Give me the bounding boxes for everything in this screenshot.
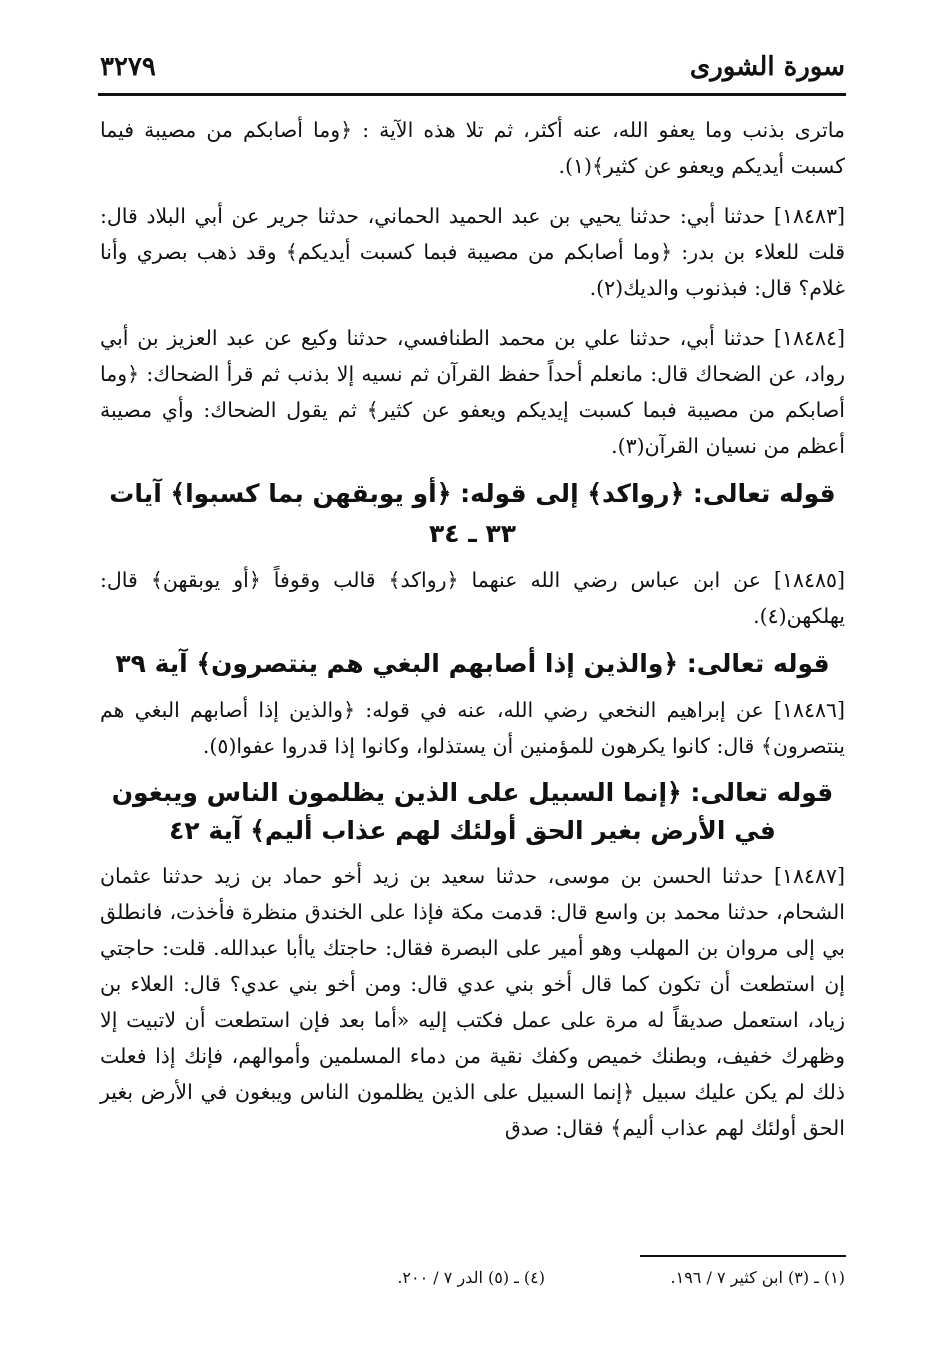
header-divider: [98, 93, 846, 96]
paragraph: ماترى بذنب وما يعفو الله، عنه أكثر، ثم تلا هذه الآية : ﴿وما أصابكم من مصيبة فيما كسبت أيديكم ويعفو عن كثير﴾(١).: [100, 118, 845, 178]
paragraph-hadith-18484: [١٨٤٨٤] حدثنا أبي، حدثنا علي بن محمد الطنافسي، حدثنا وكيع عن عبد العزيز بن أبي رواد، عن الضحاك قال: مانعلم أحداً حفظ القرآن ثم نسيه إلا بذنب ثم قرأ الضحاك: ﴿وما أصابكم من مصيبة فبما كسبت إيديكم ويعفو عن كثير﴾ ثم يقول الضحاك: وأي مصيبة أعظم من نسيان القرآن(٣).: [100, 326, 845, 458]
section-heading-verses-33-34: قوله تعالى: ﴿رواكد﴾ إلى قوله: ﴿أو يوبقهن بما كسبوا﴾ آيات ٣٣ ـ ٣٤: [109, 479, 836, 548]
page-body: [100, 112, 845, 1160]
paragraph-hadith-18486: [١٨٤٨٦] عن إبراهيم النخعي رضي الله، عنه في قوله: ﴿والذين إذا أصابهم البغي هم ينتصرون﴾ قال: كانوا يكرهون للمؤمنين أن يستذلوا، وكانوا إذا قدروا عفوا(٥).: [100, 698, 845, 758]
section-heading-verse-39: قوله تعالى: ﴿والذين إذا أصابهم البغي هم ينتصرون﴾ آية ٣٩: [115, 649, 830, 678]
page-number: ٣٢٧٩: [100, 52, 156, 82]
paragraph-hadith-18487: [١٨٤٨٧] حدثنا الحسن بن موسى، حدثنا سعيد بن زيد أخو حماد بن زيد حدثنا عثمان الشحام، حدثنا محمد بن واسع قال: قدمت مكة فإذا على الخندق منظرة فأخذت، فانطلق بي إلى مروان بن المهلب وهو أمير على البصرة فقال: حاجتك ياأبا عبدالله. قلت: حاجتي إن استطعت أن تكون كما قال أخو بني عدي قال: ومن أخو بني عدي؟ قال: العلاء بن زياد، استعمل صديقاً له مرة على عمل فكتب إليه «أما بعد فإن استطعت أن لاتبيت إلا وظهرك خفيف، وبطنك خميص وكفك نقية من دماء المسلمين وأموالهم، فإنك إذا فعلت ذلك لم يكن عليك سبيل ﴿إنما السبيل على الذين يظلمون الناس ويبغون في الأرض بغير الحق أولئك لهم عذاب أليم﴾ فقال: صدق: [100, 864, 845, 1140]
paragraph-hadith-18485: [١٨٤٨٥] عن ابن عباس رضي الله عنهما ﴿رواكد﴾ قالب وقوفاً ﴿أو يوبقهن﴾ قال: يهلكهن(٤).: [100, 568, 845, 628]
footnote-divider: [640, 1255, 846, 1257]
paragraph-hadith-18483: [١٨٤٨٣] حدثنا أبي: حدثنا يحيي بن عبد الحميد الحماني، حدثنا جرير عن أبي البلاد قال: قلت للعلاء بن بدر: ﴿وما أصابكم من مصيبة فبما كسبت أيديكم﴾ وقد ذهب بصري وأنا غلام؟ قال: فبذنوب والديك(٢).: [100, 204, 845, 300]
footnote-1-3: (١) ـ (٣) ابن كثير ٧ / ١٩٦.: [670, 1268, 845, 1287]
page-header: [100, 48, 845, 88]
footnotes: [100, 1268, 845, 1298]
footnote-4-5: (٤) ـ (٥) الدر ٧ / ٢٠٠.: [397, 1268, 545, 1287]
section-heading-verse-42: قوله تعالى: ﴿إنما السبيل على الذين يظلمون الناس ويبغون في الأرض بغير الحق أولئك لهم عذاب أليم﴾ آية ٤٢: [111, 778, 834, 845]
surah-title: سورة الشورى: [689, 52, 845, 82]
